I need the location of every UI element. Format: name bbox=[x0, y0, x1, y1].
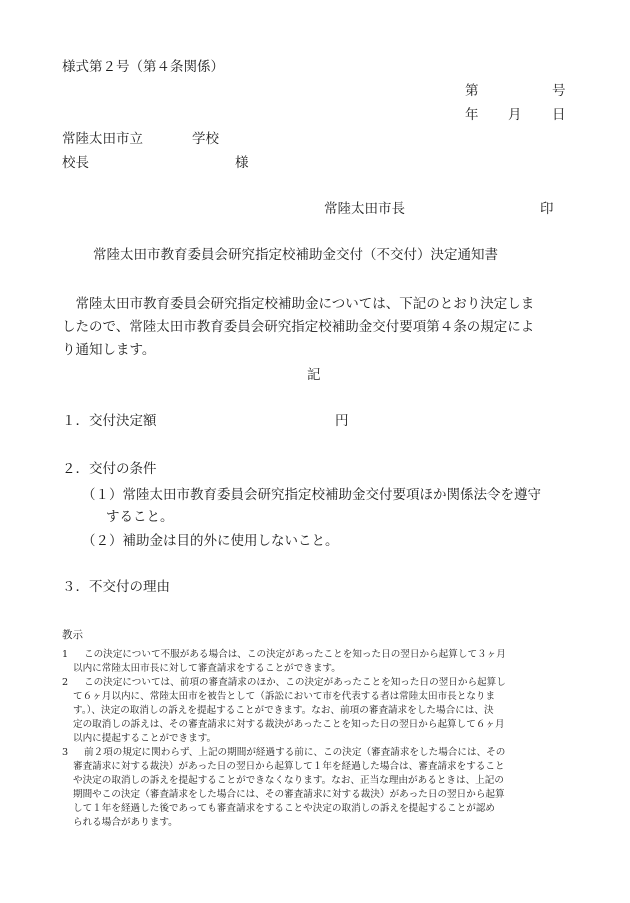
number-suffix: 号 bbox=[552, 83, 566, 99]
condition-1-line-1: （１）常陸太田市教育委員会研究指定校補助金交付要項ほか関係法令を遵守 bbox=[82, 487, 541, 503]
number-prefix: 第 bbox=[465, 83, 479, 99]
item-1-label: １．交付決定額 bbox=[62, 413, 157, 429]
notice-2-line-3: す。）、決定の取消しの訴えを提起することができます。なお、前項の審査請求をした場合には、決 bbox=[73, 705, 494, 716]
notice-1-line-1: この決定について不服がある場合は、この決定があったことを知った日の翌日から起算して３ヶ月 bbox=[84, 649, 506, 660]
item-2-label: ２．交付の条件 bbox=[62, 461, 157, 477]
notice-3-number: 3 bbox=[62, 747, 69, 758]
notice-3-line-4: 期間やこの決定（審査請求をした場合には、その審査請求に対する裁決）があった日の翌日から起算 bbox=[73, 789, 505, 800]
sender-seal: 印 bbox=[540, 201, 554, 217]
addressee-title: 校長 bbox=[62, 155, 89, 171]
notice-heading: 教示 bbox=[62, 629, 83, 641]
body-line-1: 常陸太田市教育委員会研究指定校補助金については、下記のとおり決定しま bbox=[62, 296, 535, 312]
notice-2-line-1: この決定については、前項の審査請求のほか、この決定があったことを知った日の翌日から起算し bbox=[84, 677, 506, 688]
notice-3-line-3: や決定の取消しの訴えを提起することができなくなります。なお、正当な理由があるときは、上記の bbox=[73, 775, 504, 786]
item-1-unit: 円 bbox=[335, 413, 349, 429]
body-line-2: したので、常陸太田市教育委員会研究指定校補助金交付要項第４条の規定によ bbox=[62, 319, 535, 335]
addressee-city: 常陸太田市立 bbox=[62, 131, 143, 147]
document-title: 常陸太田市教育委員会研究指定校補助金交付（不交付）決定通知書 bbox=[93, 247, 498, 263]
condition-2: （２）補助金は目的外に使用しないこと。 bbox=[82, 533, 339, 549]
notice-3-line-1: 前２項の規定に関わらず、上記の期間が経過する前に、この決定（審査請求をした場合には、その bbox=[84, 747, 506, 758]
notice-3-line-5: して１年を経過した後であっても審査請求をすることや決定の取消しの訴えを提起することが認め bbox=[73, 803, 496, 814]
date-day: 日 bbox=[552, 107, 566, 123]
addressee-school: 学校 bbox=[192, 131, 219, 147]
notice-2-line-4: 定の取消しの訴えは、その審査請求に対する裁決があったことを知った日の翌日から起算して６ヶ月 bbox=[73, 719, 505, 730]
notice-2-line-5: 以内に提起することができます。 bbox=[73, 733, 217, 744]
notice-3-line-2: 審査請求に対する裁決）があった日の翌日から起算して１年を経過した場合は、審査請求をすること bbox=[73, 761, 505, 772]
notice-3-line-6: られる場合があります。 bbox=[73, 817, 178, 828]
ki-mark: 記 bbox=[307, 367, 321, 383]
sender-name: 常陸太田市長 bbox=[324, 201, 405, 217]
notice-2-line-2: て６ヶ月以内に、常陸太田市を被告として（訴訟において市を代表する者は常陸太田市長となりま bbox=[73, 691, 496, 702]
item-3-label: ３．不交付の理由 bbox=[62, 579, 170, 595]
body-line-3: り通知します。 bbox=[62, 342, 156, 358]
notice-1-number: 1 bbox=[62, 649, 69, 660]
condition-1-line-2: すること。 bbox=[106, 509, 174, 525]
notice-1-line-2: 以内に常陸太田市長に対して審査請求をすることができます。 bbox=[73, 663, 341, 674]
addressee-honorific: 様 bbox=[235, 155, 249, 171]
date-month: 月 bbox=[508, 107, 522, 123]
form-label: 様式第２号（第４条関係） bbox=[62, 59, 224, 75]
notice-2-number: 2 bbox=[62, 677, 69, 688]
date-year: 年 bbox=[465, 107, 479, 123]
